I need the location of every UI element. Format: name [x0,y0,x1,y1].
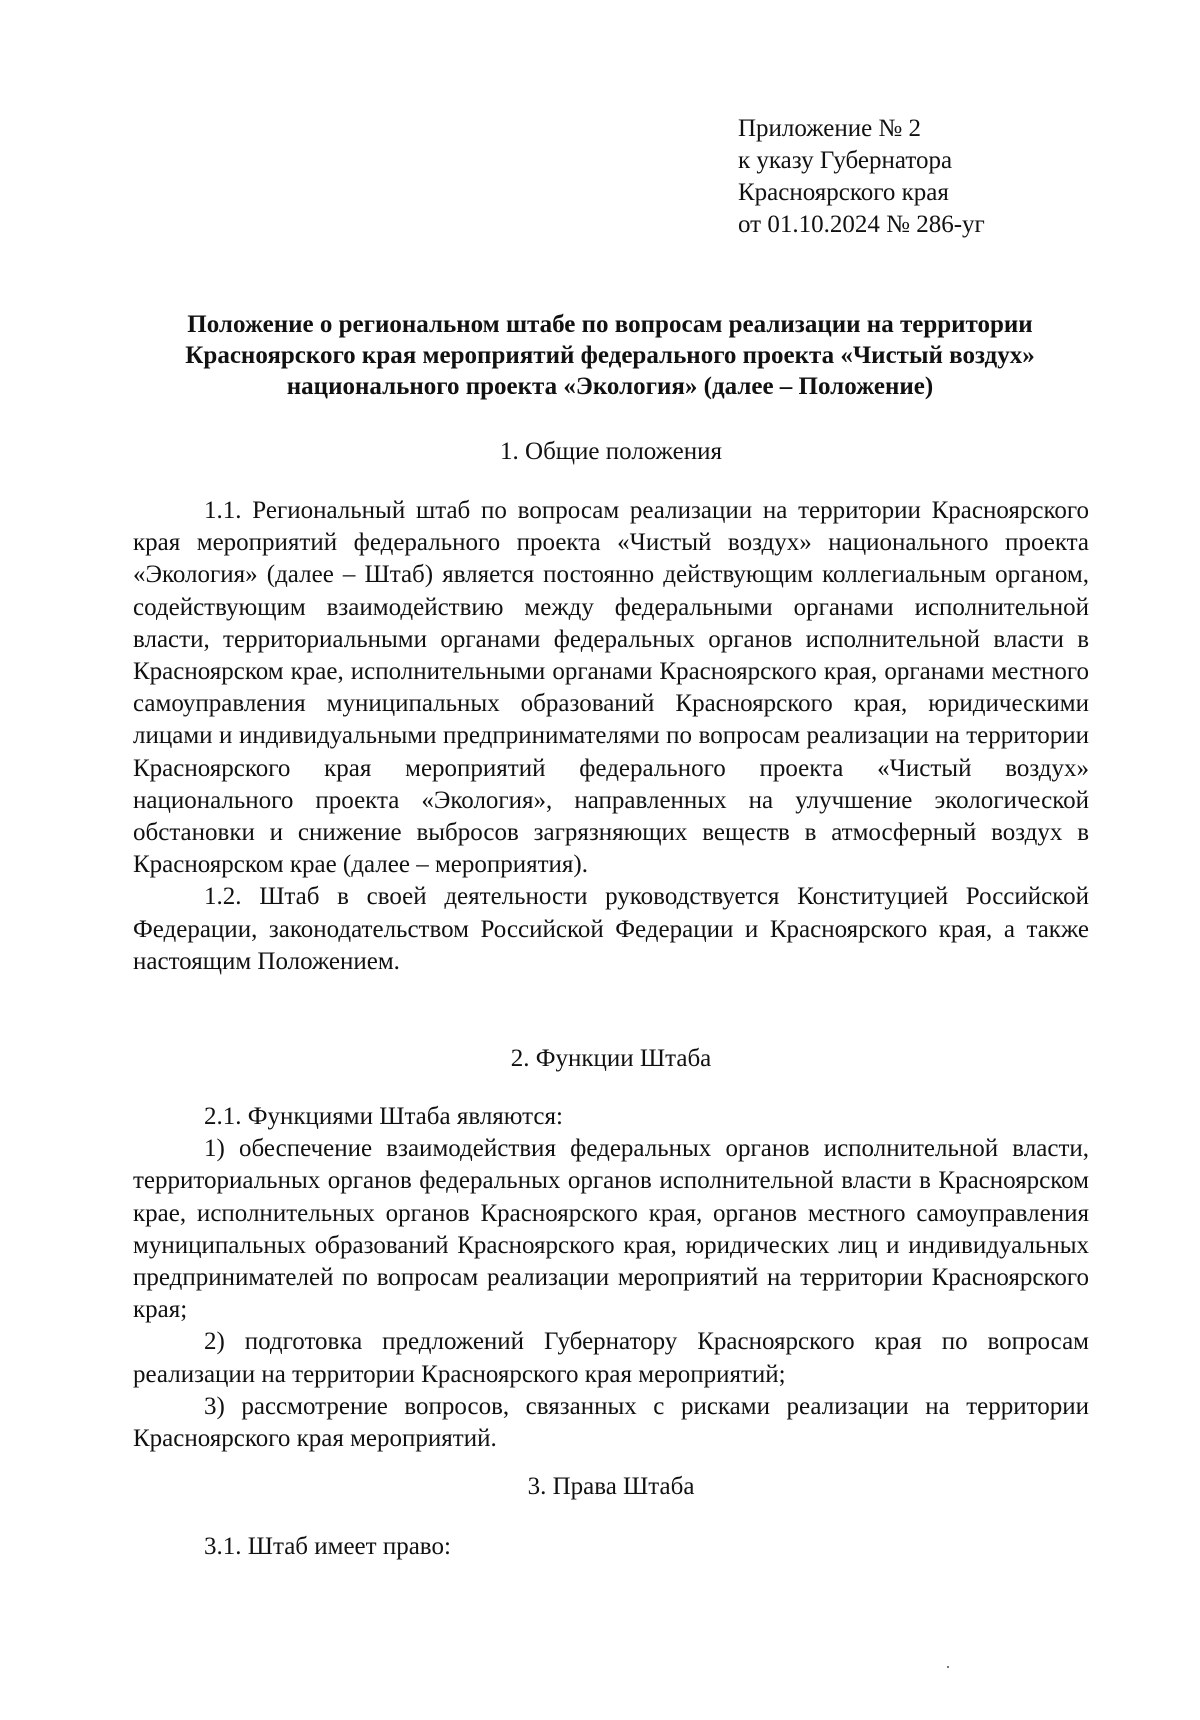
section-1-heading: 1. Общие положения [500,438,722,465]
annex-date-number: от 01.10.2024 № 286-уг [738,211,985,238]
paragraph-3-1: 3.1. Штаб имеет право: [204,1533,451,1560]
annex-number: Приложение № 2 [738,115,922,142]
section-3-body [133,1531,1089,1563]
section-3-heading: 3. Права Штаба [527,1473,695,1500]
list-item-2-1-1: 1) обеспечение взаимодействия федеральных органов исполнительной власти, территориальных органов федеральных органов исполнительной власти в Красноярском крае, исполнительных органов Красноярского края, органов местного самоуправления муниципальных образований Красноярского края, юридических лиц и индивидуальных предпринимателей по вопросам реализации мероприятий на территории Красноярского края; [133,1135,1089,1324]
section-1-body [133,495,1089,978]
annex-decree-ref: к указу Губернатора [738,147,953,174]
paragraph-1-1: 1.1. Региональный штаб по вопросам реализации на территории Красноярского края мероприятий федерального проекта «Чистый воздух» национального проекта «Экология» (далее – Штаб) является постоянно действующим коллегиальным органом, содействующим взаимодействию между федеральными органами исполнительной власти, территориальными органами федеральных органов исполнительной власти в Красноярском крае, исполнительными органами Красноярского края, органами местного самоуправления муниципальных образований Красноярского края, юридическими лицами и индивидуальными предпринимателями по вопросам реализации на территории Красноярского края мероприятий федерального проекта «Чистый воздух» национального проекта «Экология», направленных на улучшение экологической обстановки и снижение выбросов загрязняющих веществ в атмосферный воздух в Красноярском крае (далее – мероприятия). [133,497,1089,879]
scan-artifact [947,1666,949,1668]
annex-block [738,113,985,241]
paragraph-2-1: 2.1. Функциями Штаба являются: [204,1103,563,1130]
annex-region: Красноярского края [738,179,949,206]
section-2-heading: 2. Функции Штаба [510,1045,712,1072]
list-item-2-1-2: 2) подготовка предложений Губернатору Красноярского края по вопросам реализации на территории Красноярского края мероприятий; [133,1328,1089,1388]
section-2-body [133,1101,1089,1455]
paragraph-1-2: 1.2. Штаб в своей деятельности руководствуется Конституцией Российской Федерации, законодательством Российской Федерации и Красноярского края, а также настоящим Положением. [133,883,1089,975]
document-title: Положение о региональном штабе по вопросам реализации на территории Красноярского края мероприятий федерального проекта «Чистый воздух» национального проекта «Экология» (далее – Положение) [185,311,1035,400]
list-item-2-1-3: 3) рассмотрение вопросов, связанных с рисками реализации на территории Красноярского края мероприятий. [133,1392,1089,1453]
